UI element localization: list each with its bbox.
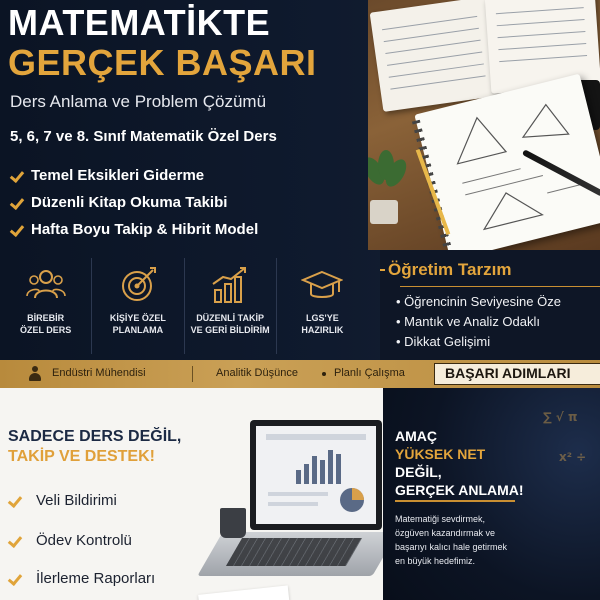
check-icon bbox=[8, 494, 22, 508]
check-icon bbox=[10, 223, 24, 237]
support-item bbox=[8, 532, 132, 549]
title-line-1: MATEMATİKTE bbox=[8, 2, 271, 43]
goal-paragraph-line: başarıyı kalıcı hale getirmek bbox=[395, 542, 508, 552]
check-icon bbox=[8, 534, 22, 548]
bullet-dot bbox=[322, 372, 326, 376]
goal-line-4: GERÇEK ANLAMA! bbox=[395, 482, 524, 498]
open-book-left bbox=[370, 0, 503, 112]
trait-label: Planlı Çalışma bbox=[334, 367, 405, 379]
support-item bbox=[8, 492, 117, 509]
support-item-label: İlerleme Raporları bbox=[36, 570, 156, 587]
desk-photo bbox=[368, 0, 600, 250]
person-icon bbox=[28, 366, 42, 382]
title-line-2: GERÇEK BAŞARI bbox=[8, 42, 317, 83]
math-decoration: x² ÷ bbox=[559, 450, 587, 464]
success-steps-label: BAŞARI ADIMLARI bbox=[434, 363, 600, 385]
service-tracking bbox=[185, 258, 277, 354]
support-item-label: Ödev Kontrolü bbox=[36, 532, 132, 549]
teaching-style-title: Öğretim Tarzım bbox=[388, 260, 512, 279]
service-label: LGS'YE HAZIRLIK bbox=[301, 313, 344, 335]
divider bbox=[192, 366, 193, 382]
grade-line: 5, 6, 7 ve 8. Sınıf Matematik Özel Ders bbox=[10, 128, 277, 145]
plant-image bbox=[368, 150, 404, 210]
trait-label: Analitik Düşünce bbox=[216, 367, 298, 379]
feature-label: Düzenli Kitap Okuma Takibi bbox=[31, 194, 228, 211]
teaching-item: • Dikkat Gelişimi bbox=[396, 334, 491, 349]
check-icon bbox=[10, 169, 24, 183]
service-label: KİŞİYE ÖZEL PLANLAMA bbox=[109, 313, 166, 335]
service-one-on-one bbox=[0, 258, 92, 354]
service-icons-row bbox=[0, 258, 368, 354]
support-section bbox=[0, 388, 383, 600]
profession-label: Endüstri Mühendisi bbox=[52, 367, 146, 379]
check-icon bbox=[10, 196, 24, 210]
mug-image bbox=[220, 508, 246, 538]
goal-section bbox=[383, 388, 600, 600]
goal-line-2: YÜKSEK NET bbox=[395, 446, 486, 462]
support-item-label: Veli Bildirimi bbox=[36, 492, 117, 509]
feature-item bbox=[10, 221, 258, 238]
feature-item bbox=[10, 194, 227, 211]
info-bar bbox=[0, 360, 600, 388]
teaching-item: • Mantık ve Analiz Odaklı bbox=[396, 314, 541, 329]
goal-paragraph-line: en büyük hedefimiz. bbox=[395, 556, 476, 566]
growth-chart-icon bbox=[209, 264, 251, 306]
feature-label: Hafta Boyu Takip & Hibrit Model bbox=[31, 221, 259, 238]
divider bbox=[400, 286, 600, 287]
service-lgs-prep bbox=[277, 258, 368, 354]
goal-line-1: AMAÇ bbox=[395, 428, 437, 444]
feature-item bbox=[10, 167, 204, 184]
divider bbox=[395, 500, 515, 502]
check-icon bbox=[8, 572, 22, 586]
service-label: DÜZENLİ TAKİP VE GERİ BİLDİRİM bbox=[190, 313, 270, 335]
support-heading-1: SADECE DERS DEĞİL, bbox=[8, 428, 182, 445]
support-item bbox=[8, 570, 155, 587]
subtitle: Ders Anlama ve Problem Çözümü bbox=[10, 92, 267, 111]
math-decoration: ∑ √ π bbox=[543, 410, 578, 424]
laptop-image bbox=[210, 414, 383, 590]
goal-paragraph-line: özgüven kazandırmak ve bbox=[395, 528, 496, 538]
goal-line-3: DEĞİL, bbox=[395, 464, 442, 480]
goal-paragraph-line: Matematiği sevdirmek, bbox=[395, 514, 486, 524]
teaching-style-panel bbox=[380, 250, 600, 362]
teaching-item: • Öğrencinin Seviyesine Öze bbox=[396, 294, 561, 309]
feature-label: Temel Eksikleri Giderme bbox=[31, 167, 205, 184]
graduation-cap-icon bbox=[301, 264, 343, 306]
paper-image bbox=[198, 585, 292, 600]
support-heading-2: TAKİP VE DESTEK! bbox=[8, 448, 155, 465]
service-personal-plan bbox=[92, 258, 184, 354]
target-icon bbox=[117, 264, 159, 306]
people-icon bbox=[25, 264, 67, 306]
service-label: BİREBİR ÖZEL DERS bbox=[19, 313, 72, 335]
dashboard-chart-image bbox=[256, 426, 376, 524]
